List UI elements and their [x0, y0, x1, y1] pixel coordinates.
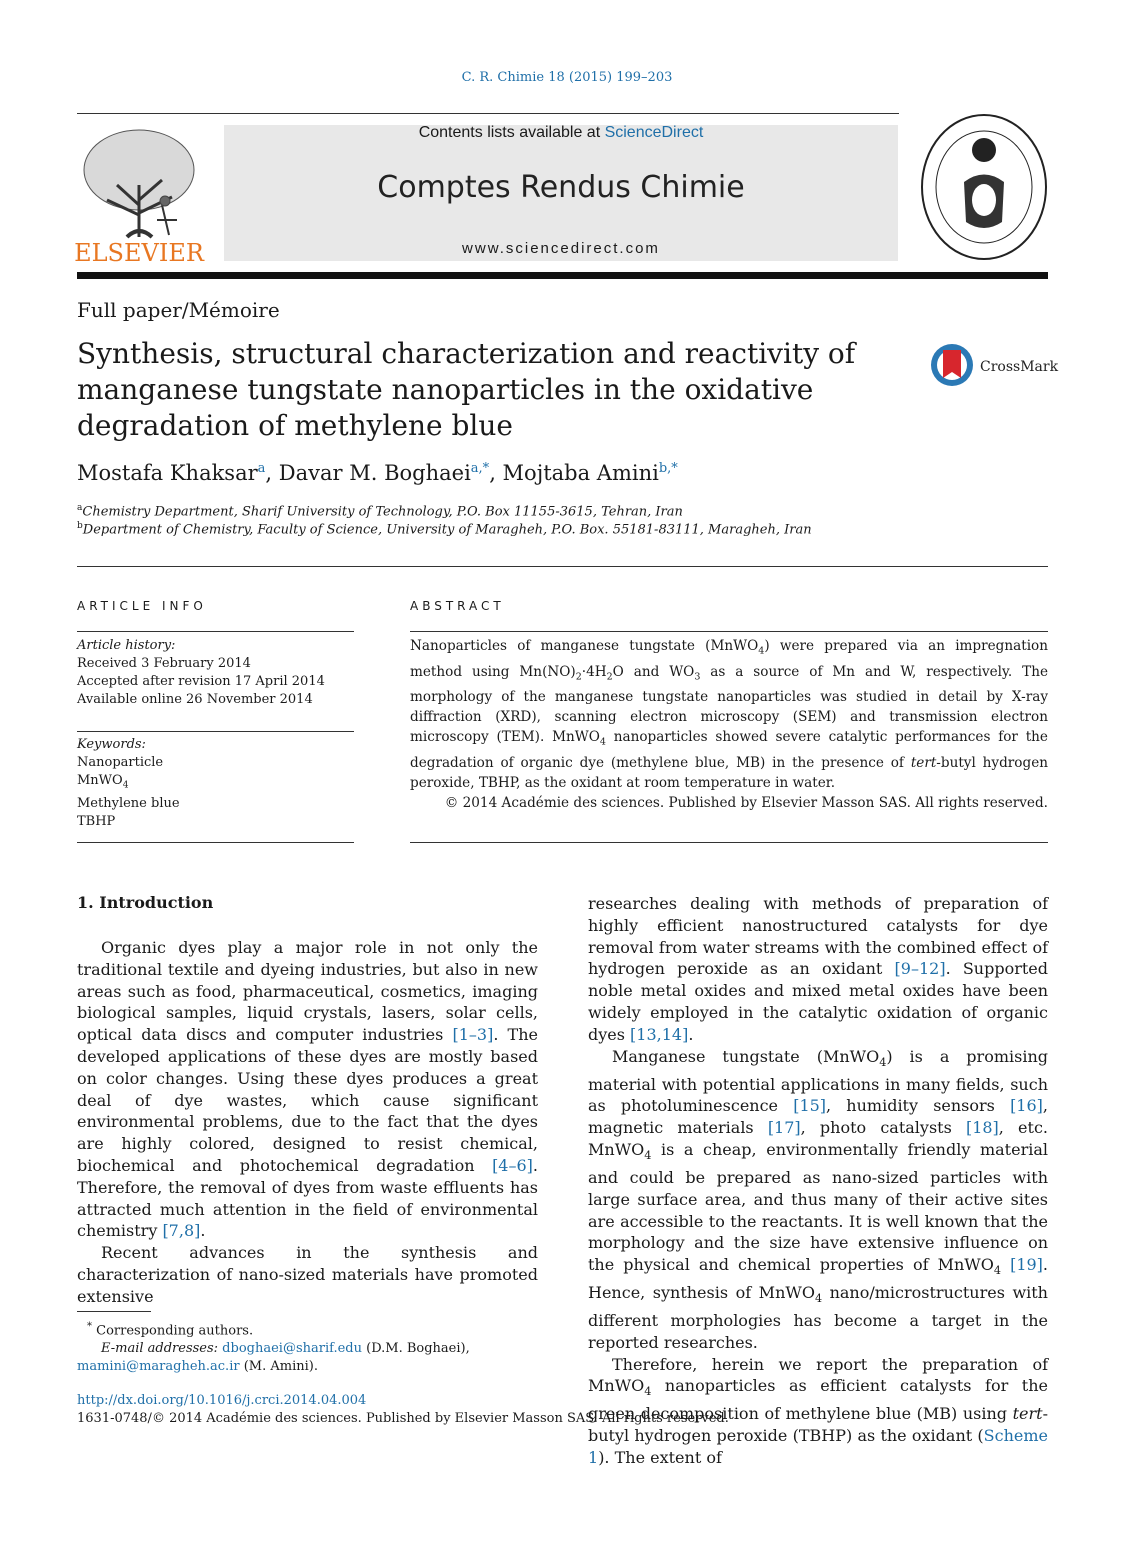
affiliation — [77, 521, 812, 537]
paragraph: Recent advances in the synthesis and characterization of nano-sized materials have promoted extensive — [77, 1243, 538, 1306]
ref-link[interactable]: [18] — [965, 1118, 999, 1138]
ref-link[interactable]: [17] — [767, 1118, 801, 1138]
affiliation-text: Chemistry Department, Sharif University of Technology, P.O. Box 11155-3615, Tehran, Iran — [82, 504, 683, 520]
footnote — [77, 1318, 547, 1376]
article-info-label: ARTICLE INFO — [77, 599, 207, 613]
academie-seal-logo — [918, 112, 1050, 262]
crossmark-label: CrossMark — [980, 359, 1059, 375]
affiliation-text: Department of Chemistry, Faculty of Science, University of Maragheh, P.O. Box. 55181-83111, Maragheh, Iran — [82, 522, 812, 538]
history-online: Available online 26 November 2014 — [77, 692, 313, 707]
author-list — [77, 461, 678, 485]
email-owner: (M. Amini). — [239, 1359, 318, 1375]
paragraph: Organic dyes play a major role in not only the traditional textile and dyeing industries, but also in new areas such as food, pharmaceutical, cosmetics, imaging biological samples, liquid crystals, lasers, solar cells, optical data discs and computer industries [1–3]. The developed applications of these dyes are mostly based on color changes. Using these dyes produces a great deal of dye wastes, which cause significant environmental problems, due to the fact that the dyes are highly colored, designed to resist chemical, biochemical and photochemical degradation [4–6]. Therefore, the removal of dyes from waste effluents has attracted much attention in the field of environmental chemistry [7,8]. — [77, 938, 538, 1241]
author-name: Mojtaba Amini — [502, 461, 659, 485]
keywords — [77, 736, 354, 831]
contents-prefix: Contents lists available at — [418, 124, 605, 141]
history-received: Received 3 February 2014 — [77, 656, 251, 671]
ref-link[interactable]: [1–3] — [452, 1025, 494, 1045]
elsevier-tree-logo — [74, 125, 204, 267]
paragraph: Manganese tungstate (MnWO$_4$) is a promising material with potential applications in many fields, such as photoluminescence [15], humidity sensors [16], magnetic materials [17], photo catalysts [18], etc. MnWO$_4$ is a cheap, environmentally friendly material and could be prepared as nano-sized particles with large surface area, and thus many of their active sites are accessible to the reactants. It is well known that the morphology and the size have extensive influence on the physical and chemical properties of MnWO$_4$ [19]. Hence, synthesis of MnWO$_4$ nano/microstructures with different morphologies has become a target in the reported researches. — [588, 1046, 1049, 1352]
author-affil-mark[interactable]: a,* — [470, 461, 490, 476]
keywords-label: Keywords: — [77, 737, 146, 752]
ref-link[interactable]: [4–6] — [492, 1155, 533, 1175]
author-separator: , — [265, 461, 279, 485]
keyword: Nanoparticle — [77, 755, 164, 770]
abstract-rule — [410, 842, 1048, 843]
keyword: TBHP — [77, 813, 116, 829]
author-name: Davar M. Boghaei — [278, 461, 471, 485]
email-link[interactable]: dboghaei@sharif.edu — [222, 1341, 362, 1357]
ref-link[interactable]: [16] — [1010, 1096, 1043, 1116]
author-affil-mark[interactable]: b,* — [658, 461, 678, 476]
ref-link[interactable]: [13,14] — [630, 1024, 689, 1044]
contents-line — [224, 124, 898, 142]
article-title: Synthesis, structural characterization and reactivity of manganese tungstate nanoparticles in the oxidative degradation of methylene blue — [77, 337, 856, 442]
info-rule — [77, 842, 354, 843]
email-label: E-mail addresses: — [101, 1341, 223, 1357]
header-top-rule — [77, 113, 899, 114]
ref-link[interactable]: [15] — [793, 1096, 827, 1116]
crossmark-badge[interactable] — [930, 342, 1059, 388]
sciencedirect-link[interactable]: ScienceDirect — [604, 124, 704, 141]
affiliation-mark: b — [77, 521, 83, 531]
history-label: Article history: — [77, 638, 176, 653]
footnote-rule — [77, 1311, 151, 1312]
journal-name: Comptes Rendus Chimie — [377, 170, 745, 205]
info-rule — [77, 731, 354, 732]
author-name: Mostafa Khaksar — [77, 461, 258, 485]
abstract-text: Nanoparticles of manganese tungstate (MnWO$_4$) were prepared via an impregnation method using $Mn(NO)_2\cdot 4H_2O$ and $WO_3$ as a source of Mn and W, respectively. The morphology of the manganese tungstate nanoparticles was studied in detail by X-ray diffraction (XRD), scanning electron microscopy (SEM) and transmission electron microscopy (TEM). MnWO$_4$ nanoparticles showed severe catalytic performances for the degradation of organic dye (methylene blue, MB) in the presence of tert-butyl hydrogen peroxide, TBHP, as the oxidant at room temperature in water. © 2014 Académie des sciences. Published by Elsevier Masson SAS. All rights reserved. — [410, 638, 1048, 812]
ref-link[interactable]: [9–12] — [894, 959, 946, 979]
info-rule — [77, 631, 354, 632]
email-owner: (D.M. Boghaei), — [361, 1341, 470, 1357]
corresponding-note: Corresponding authors. — [96, 1323, 254, 1339]
journal-url[interactable]: www.sciencedirect.com — [462, 240, 660, 257]
history-accepted: Accepted after revision 17 April 2014 — [77, 674, 325, 689]
article-history — [77, 637, 354, 709]
paragraph: Therefore, herein we report the preparation of MnWO$_4$ nanoparticles as efficient catalysts for the green decomposition of methylene blue (MB) using tert-butyl hydrogen peroxide (TBHP) as the oxidant (Scheme 1). The extent of — [588, 1354, 1048, 1468]
affiliation — [77, 503, 683, 519]
author-affil-mark[interactable]: a — [257, 461, 266, 476]
email-link[interactable]: mamini@maragheh.ac.ir — [77, 1359, 240, 1375]
abstract-label: ABSTRACT — [410, 599, 505, 613]
ref-link[interactable]: [19] — [1010, 1255, 1043, 1275]
keyword: Methylene blue — [77, 795, 180, 811]
doi-link[interactable]: http://dx.doi.org/10.1016/j.crci.2014.04.004 — [77, 1393, 367, 1408]
paragraph: researches dealing with methods of preparation of highly efficient nanostructured catalysts for dye removal from water streams with the combined effect of hydrogen peroxide as an oxidant [9–12]. Supported noble metal oxides and mixed metal oxides have been widely employed in the catalytic oxidation of organic dyes [13,14]. — [588, 894, 1049, 1044]
article-category: Full paper/Mémoire — [77, 298, 280, 322]
issn-copyright: 1631-0748/© 2014 Académie des sciences. Published by Elsevier Masson SAS. All rights reserved. — [77, 1411, 729, 1426]
author-separator: , — [489, 461, 503, 485]
affiliation-mark: a — [77, 503, 83, 513]
ref-link[interactable]: [7,8] — [162, 1221, 201, 1241]
footnote-mark: * — [87, 1321, 92, 1332]
elsevier-wordmark: ELSEVIER — [74, 239, 204, 267]
body-column-left — [77, 937, 538, 1308]
abstract-rule — [410, 631, 1048, 632]
header-bottom-rule — [77, 272, 1048, 279]
body-column-right — [588, 893, 1048, 1469]
abstract-copyright: © 2014 Académie des sciences. Published by Elsevier Masson SAS. All rights reserved. — [444, 795, 1048, 812]
scheme-link[interactable]: Scheme 1 — [588, 1426, 1048, 1468]
section-heading: 1. Introduction — [77, 893, 214, 912]
section-rule — [77, 566, 1048, 567]
keyword: MnWO$_4$ — [77, 773, 129, 791]
journal-reference[interactable]: C. R. Chimie 18 (2015) 199–203 — [461, 70, 673, 85]
